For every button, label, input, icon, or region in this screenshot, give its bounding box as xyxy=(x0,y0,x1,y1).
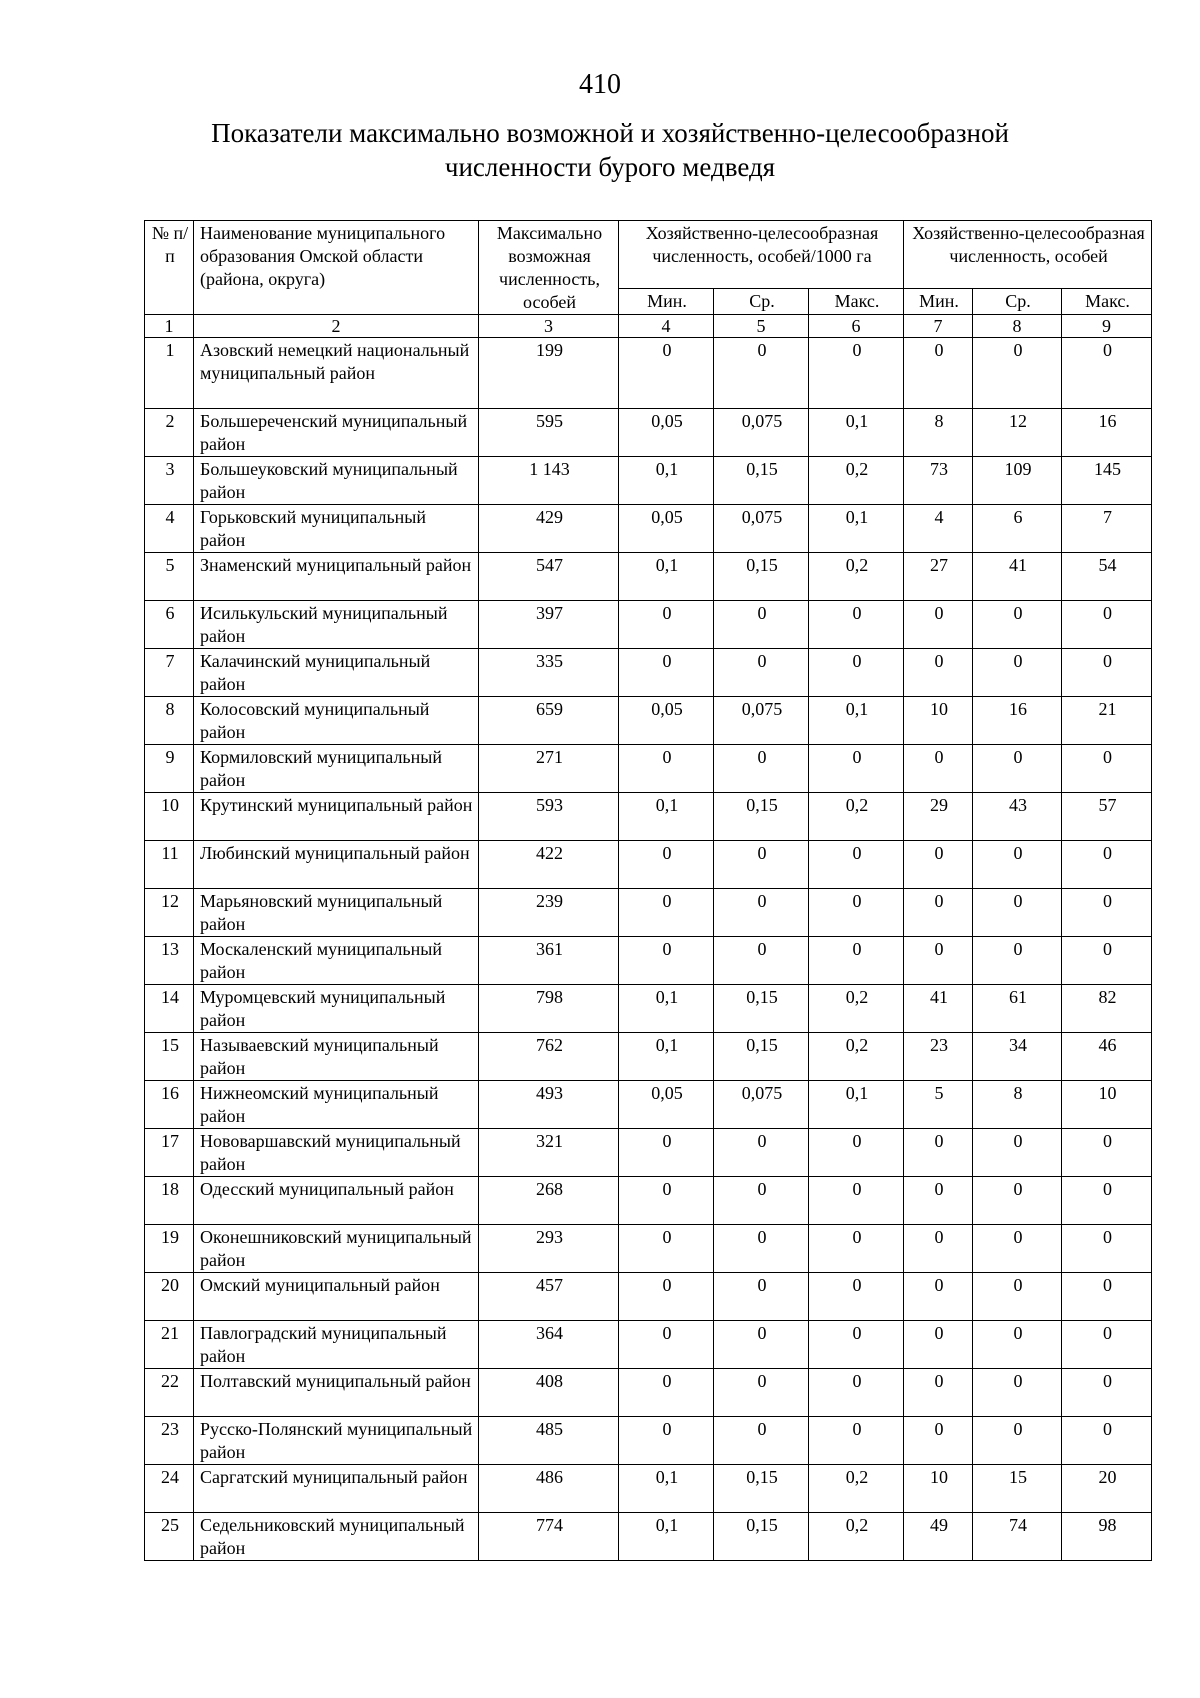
max-possible-count: 335 xyxy=(479,649,619,697)
count-min: 73 xyxy=(904,457,973,505)
density-avg: 0 xyxy=(714,338,809,409)
row-number: 1 xyxy=(145,338,194,409)
count-min: 0 xyxy=(904,1273,973,1321)
row-number: 12 xyxy=(145,889,194,937)
row-number: 15 xyxy=(145,1033,194,1081)
table-row xyxy=(145,793,1152,841)
density-min: 0 xyxy=(619,1369,714,1417)
density-min: 0,1 xyxy=(619,457,714,505)
header-name: Наименование муниципального образования Омской области (района, округа) xyxy=(194,221,479,315)
count-avg: 0 xyxy=(973,745,1062,793)
count-avg: 0 xyxy=(973,841,1062,889)
count-max: 98 xyxy=(1062,1513,1152,1561)
row-number: 17 xyxy=(145,1129,194,1177)
municipality-name: Крутинский муниципальный район xyxy=(194,793,479,841)
column-number: 2 xyxy=(194,315,479,338)
row-number: 23 xyxy=(145,1417,194,1465)
density-min: 0 xyxy=(619,937,714,985)
row-number: 5 xyxy=(145,553,194,601)
max-possible-count: 199 xyxy=(479,338,619,409)
density-max: 0 xyxy=(809,889,904,937)
density-avg: 0,15 xyxy=(714,985,809,1033)
municipality-name: Москаленский муниципальный район xyxy=(194,937,479,985)
count-max: 0 xyxy=(1062,889,1152,937)
density-max: 0,2 xyxy=(809,1033,904,1081)
count-max: 82 xyxy=(1062,985,1152,1033)
max-possible-count: 457 xyxy=(479,1273,619,1321)
column-number: 5 xyxy=(714,315,809,338)
count-min: 27 xyxy=(904,553,973,601)
count-max: 0 xyxy=(1062,1225,1152,1273)
table-row xyxy=(145,697,1152,745)
count-max: 46 xyxy=(1062,1033,1152,1081)
row-number: 20 xyxy=(145,1273,194,1321)
density-min: 0 xyxy=(619,1225,714,1273)
count-max: 0 xyxy=(1062,1417,1152,1465)
count-min: 4 xyxy=(904,505,973,553)
title-line-2: численности бурого медведя xyxy=(444,152,776,182)
density-min: 0 xyxy=(619,649,714,697)
density-max: 0 xyxy=(809,1321,904,1369)
count-max: 0 xyxy=(1062,937,1152,985)
count-min: 0 xyxy=(904,1129,973,1177)
density-min: 0 xyxy=(619,1273,714,1321)
count-avg: 0 xyxy=(973,649,1062,697)
count-avg: 109 xyxy=(973,457,1062,505)
header-count-avg: Ср. xyxy=(973,289,1062,315)
table-row xyxy=(145,1273,1152,1321)
density-avg: 0,15 xyxy=(714,793,809,841)
density-avg: 0,15 xyxy=(714,1033,809,1081)
density-min: 0,1 xyxy=(619,1033,714,1081)
max-possible-count: 659 xyxy=(479,697,619,745)
density-avg: 0 xyxy=(714,1129,809,1177)
row-number: 8 xyxy=(145,697,194,745)
count-avg: 61 xyxy=(973,985,1062,1033)
table-row xyxy=(145,1369,1152,1417)
count-min: 0 xyxy=(904,745,973,793)
count-min: 0 xyxy=(904,1369,973,1417)
column-number: 8 xyxy=(973,315,1062,338)
column-number: 3 xyxy=(479,315,619,338)
density-max: 0 xyxy=(809,601,904,649)
header-density-min: Мин. xyxy=(619,289,714,315)
count-min: 0 xyxy=(904,338,973,409)
row-number: 24 xyxy=(145,1465,194,1513)
count-min: 0 xyxy=(904,1225,973,1273)
count-max: 57 xyxy=(1062,793,1152,841)
density-avg: 0,15 xyxy=(714,553,809,601)
density-max: 0 xyxy=(809,1225,904,1273)
density-max: 0 xyxy=(809,1417,904,1465)
count-avg: 6 xyxy=(973,505,1062,553)
table-row xyxy=(145,985,1152,1033)
count-max: 0 xyxy=(1062,1177,1152,1225)
column-number: 9 xyxy=(1062,315,1152,338)
municipality-name: Павлоградский муниципальный район xyxy=(194,1321,479,1369)
municipality-name: Калачинский муниципальный район xyxy=(194,649,479,697)
count-min: 23 xyxy=(904,1033,973,1081)
count-avg: 0 xyxy=(973,1369,1062,1417)
table-row xyxy=(145,841,1152,889)
table-row xyxy=(145,1033,1152,1081)
table-row xyxy=(145,745,1152,793)
count-max: 20 xyxy=(1062,1465,1152,1513)
max-possible-count: 239 xyxy=(479,889,619,937)
table-row xyxy=(145,1321,1152,1369)
count-avg: 0 xyxy=(973,601,1062,649)
count-min: 0 xyxy=(904,1177,973,1225)
row-number: 18 xyxy=(145,1177,194,1225)
municipality-name: Горьковский муниципальный район xyxy=(194,505,479,553)
density-avg: 0 xyxy=(714,1321,809,1369)
density-avg: 0 xyxy=(714,1417,809,1465)
table-row xyxy=(145,553,1152,601)
table-row xyxy=(145,649,1152,697)
count-max: 10 xyxy=(1062,1081,1152,1129)
density-max: 0,2 xyxy=(809,1513,904,1561)
density-avg: 0,075 xyxy=(714,505,809,553)
count-max: 0 xyxy=(1062,1129,1152,1177)
max-possible-count: 321 xyxy=(479,1129,619,1177)
density-max: 0 xyxy=(809,338,904,409)
row-number: 3 xyxy=(145,457,194,505)
row-number: 10 xyxy=(145,793,194,841)
municipality-name: Седельниковский муниципальный район xyxy=(194,1513,479,1561)
count-max: 145 xyxy=(1062,457,1152,505)
header-count-min: Мин. xyxy=(904,289,973,315)
density-max: 0 xyxy=(809,937,904,985)
table-row xyxy=(145,1513,1152,1561)
count-avg: 0 xyxy=(973,1177,1062,1225)
municipality-name: Азовский немецкий национальный муниципальный район xyxy=(194,338,479,409)
density-min: 0,05 xyxy=(619,505,714,553)
table-row xyxy=(145,601,1152,649)
row-number: 11 xyxy=(145,841,194,889)
table-row xyxy=(145,1129,1152,1177)
density-avg: 0 xyxy=(714,1369,809,1417)
count-avg: 0 xyxy=(973,1129,1062,1177)
max-possible-count: 397 xyxy=(479,601,619,649)
table-row xyxy=(145,1081,1152,1129)
density-min: 0,1 xyxy=(619,1465,714,1513)
max-possible-count: 762 xyxy=(479,1033,619,1081)
count-avg: 0 xyxy=(973,1321,1062,1369)
row-number: 4 xyxy=(145,505,194,553)
count-min: 41 xyxy=(904,985,973,1033)
density-max: 0,2 xyxy=(809,553,904,601)
municipality-name: Русско-Полянский муниципальный район xyxy=(194,1417,479,1465)
density-max: 0,1 xyxy=(809,697,904,745)
row-number: 7 xyxy=(145,649,194,697)
density-avg: 0 xyxy=(714,1177,809,1225)
density-max: 0,1 xyxy=(809,1081,904,1129)
count-min: 0 xyxy=(904,889,973,937)
count-avg: 15 xyxy=(973,1465,1062,1513)
row-number: 13 xyxy=(145,937,194,985)
row-number: 21 xyxy=(145,1321,194,1369)
count-min: 0 xyxy=(904,1321,973,1369)
count-avg: 0 xyxy=(973,338,1062,409)
density-avg: 0 xyxy=(714,745,809,793)
row-number: 19 xyxy=(145,1225,194,1273)
density-avg: 0,15 xyxy=(714,1513,809,1561)
density-avg: 0 xyxy=(714,841,809,889)
max-possible-count: 493 xyxy=(479,1081,619,1129)
density-max: 0 xyxy=(809,649,904,697)
row-number: 22 xyxy=(145,1369,194,1417)
municipality-name: Одесский муниципальный район xyxy=(194,1177,479,1225)
count-max: 0 xyxy=(1062,745,1152,793)
table-row xyxy=(145,1465,1152,1513)
document-title xyxy=(150,116,1070,184)
municipality-name: Большереченский муниципальный район xyxy=(194,409,479,457)
count-avg: 43 xyxy=(973,793,1062,841)
count-max: 0 xyxy=(1062,649,1152,697)
density-min: 0 xyxy=(619,1417,714,1465)
municipality-name: Омский муниципальный район xyxy=(194,1273,479,1321)
municipality-name: Нижнеомский муниципальный район xyxy=(194,1081,479,1129)
density-avg: 0,075 xyxy=(714,409,809,457)
count-avg: 0 xyxy=(973,1417,1062,1465)
row-number: 6 xyxy=(145,601,194,649)
municipality-name: Исилькульский муниципальный район xyxy=(194,601,479,649)
density-max: 0 xyxy=(809,1177,904,1225)
municipality-name: Знаменский муниципальный район xyxy=(194,553,479,601)
count-max: 0 xyxy=(1062,1273,1152,1321)
density-avg: 0,15 xyxy=(714,457,809,505)
density-avg: 0 xyxy=(714,601,809,649)
count-avg: 0 xyxy=(973,889,1062,937)
density-avg: 0 xyxy=(714,889,809,937)
table-body xyxy=(145,338,1152,1561)
count-min: 29 xyxy=(904,793,973,841)
density-min: 0 xyxy=(619,1321,714,1369)
brown-bear-population-table xyxy=(144,220,1152,1561)
table-row xyxy=(145,889,1152,937)
count-avg: 74 xyxy=(973,1513,1062,1561)
column-number: 4 xyxy=(619,315,714,338)
density-max: 0 xyxy=(809,1129,904,1177)
max-possible-count: 485 xyxy=(479,1417,619,1465)
table-row xyxy=(145,1177,1152,1225)
table-row xyxy=(145,338,1152,409)
municipality-name: Колосовский муниципальный район xyxy=(194,697,479,745)
max-possible-count: 271 xyxy=(479,745,619,793)
count-max: 0 xyxy=(1062,338,1152,409)
header-count-max: Макс. xyxy=(1062,289,1152,315)
max-possible-count: 429 xyxy=(479,505,619,553)
header-density-group: Хозяйственно-целесообразная численность, особей/1000 га xyxy=(619,221,904,289)
density-avg: 0,075 xyxy=(714,697,809,745)
table-row xyxy=(145,1225,1152,1273)
max-possible-count: 486 xyxy=(479,1465,619,1513)
density-max: 0 xyxy=(809,1369,904,1417)
count-min: 10 xyxy=(904,1465,973,1513)
count-min: 8 xyxy=(904,409,973,457)
row-number: 14 xyxy=(145,985,194,1033)
density-max: 0 xyxy=(809,745,904,793)
density-max: 0,2 xyxy=(809,457,904,505)
density-min: 0,05 xyxy=(619,697,714,745)
density-avg: 0 xyxy=(714,937,809,985)
max-possible-count: 364 xyxy=(479,1321,619,1369)
density-min: 0,1 xyxy=(619,553,714,601)
municipality-name: Большеуковский муниципальный район xyxy=(194,457,479,505)
density-min: 0,1 xyxy=(619,1513,714,1561)
count-avg: 0 xyxy=(973,937,1062,985)
row-number: 2 xyxy=(145,409,194,457)
table-row xyxy=(145,505,1152,553)
table-row xyxy=(145,937,1152,985)
density-max: 0 xyxy=(809,1273,904,1321)
municipality-name: Кормиловский муниципальный район xyxy=(194,745,479,793)
density-min: 0,05 xyxy=(619,1081,714,1129)
column-number: 6 xyxy=(809,315,904,338)
density-max: 0,2 xyxy=(809,1465,904,1513)
density-min: 0 xyxy=(619,1129,714,1177)
density-avg: 0,075 xyxy=(714,1081,809,1129)
count-avg: 0 xyxy=(973,1273,1062,1321)
page-number: 410 xyxy=(579,69,621,100)
count-max: 0 xyxy=(1062,601,1152,649)
header-density-avg: Ср. xyxy=(714,289,809,315)
density-min: 0,1 xyxy=(619,985,714,1033)
municipality-name: Полтавский муниципальный район xyxy=(194,1369,479,1417)
count-min: 0 xyxy=(904,1417,973,1465)
max-possible-count: 595 xyxy=(479,409,619,457)
table-row xyxy=(145,457,1152,505)
row-number: 25 xyxy=(145,1513,194,1561)
municipality-name: Оконешниковский муниципальный район xyxy=(194,1225,479,1273)
max-possible-count: 774 xyxy=(479,1513,619,1561)
header-number: № п/п xyxy=(145,221,194,315)
density-max: 0 xyxy=(809,841,904,889)
density-min: 0 xyxy=(619,841,714,889)
density-max: 0,1 xyxy=(809,409,904,457)
count-min: 0 xyxy=(904,937,973,985)
density-min: 0 xyxy=(619,1177,714,1225)
max-possible-count: 268 xyxy=(479,1177,619,1225)
count-avg: 0 xyxy=(973,1225,1062,1273)
max-possible-count: 293 xyxy=(479,1225,619,1273)
density-min: 0,1 xyxy=(619,793,714,841)
count-max: 0 xyxy=(1062,1369,1152,1417)
max-possible-count: 798 xyxy=(479,985,619,1033)
density-min: 0 xyxy=(619,601,714,649)
row-number: 16 xyxy=(145,1081,194,1129)
municipality-name: Называевский муниципальный район xyxy=(194,1033,479,1081)
municipality-name: Муромцевский муниципальный район xyxy=(194,985,479,1033)
max-possible-count: 422 xyxy=(479,841,619,889)
count-max: 16 xyxy=(1062,409,1152,457)
count-avg: 16 xyxy=(973,697,1062,745)
count-min: 5 xyxy=(904,1081,973,1129)
max-possible-count: 361 xyxy=(479,937,619,985)
column-number-row xyxy=(145,315,1152,338)
count-min: 49 xyxy=(904,1513,973,1561)
density-min: 0 xyxy=(619,338,714,409)
count-avg: 8 xyxy=(973,1081,1062,1129)
max-possible-count: 408 xyxy=(479,1369,619,1417)
header-density-max: Макс. xyxy=(809,289,904,315)
header-max-possible: Максимально возможная численность, особей xyxy=(479,221,619,315)
table-row xyxy=(145,409,1152,457)
count-min: 10 xyxy=(904,697,973,745)
count-min: 0 xyxy=(904,841,973,889)
max-possible-count: 593 xyxy=(479,793,619,841)
count-max: 0 xyxy=(1062,1321,1152,1369)
count-avg: 41 xyxy=(973,553,1062,601)
density-avg: 0 xyxy=(714,649,809,697)
max-possible-count: 547 xyxy=(479,553,619,601)
row-number: 9 xyxy=(145,745,194,793)
municipality-name: Нововаршавский муниципальный район xyxy=(194,1129,479,1177)
density-avg: 0 xyxy=(714,1273,809,1321)
count-max: 7 xyxy=(1062,505,1152,553)
municipality-name: Любинский муниципальный район xyxy=(194,841,479,889)
table-row xyxy=(145,1417,1152,1465)
density-avg: 0 xyxy=(714,1225,809,1273)
count-max: 21 xyxy=(1062,697,1152,745)
max-possible-count: 1 143 xyxy=(479,457,619,505)
count-avg: 12 xyxy=(973,409,1062,457)
density-min: 0 xyxy=(619,745,714,793)
title-line-1: Показатели максимально возможной и хозяйственно-целесообразной xyxy=(211,118,1009,148)
density-avg: 0,15 xyxy=(714,1465,809,1513)
density-min: 0,05 xyxy=(619,409,714,457)
density-max: 0,1 xyxy=(809,505,904,553)
count-min: 0 xyxy=(904,649,973,697)
count-min: 0 xyxy=(904,601,973,649)
municipality-name: Саргатский муниципальный район xyxy=(194,1465,479,1513)
density-min: 0 xyxy=(619,889,714,937)
column-number: 7 xyxy=(904,315,973,338)
count-max: 54 xyxy=(1062,553,1152,601)
density-max: 0,2 xyxy=(809,985,904,1033)
header-count-group: Хозяйственно-целесообразная численность, особей xyxy=(904,221,1152,289)
column-number: 1 xyxy=(145,315,194,338)
density-max: 0,2 xyxy=(809,793,904,841)
count-max: 0 xyxy=(1062,841,1152,889)
municipality-name: Марьяновский муниципальный район xyxy=(194,889,479,937)
count-avg: 34 xyxy=(973,1033,1062,1081)
